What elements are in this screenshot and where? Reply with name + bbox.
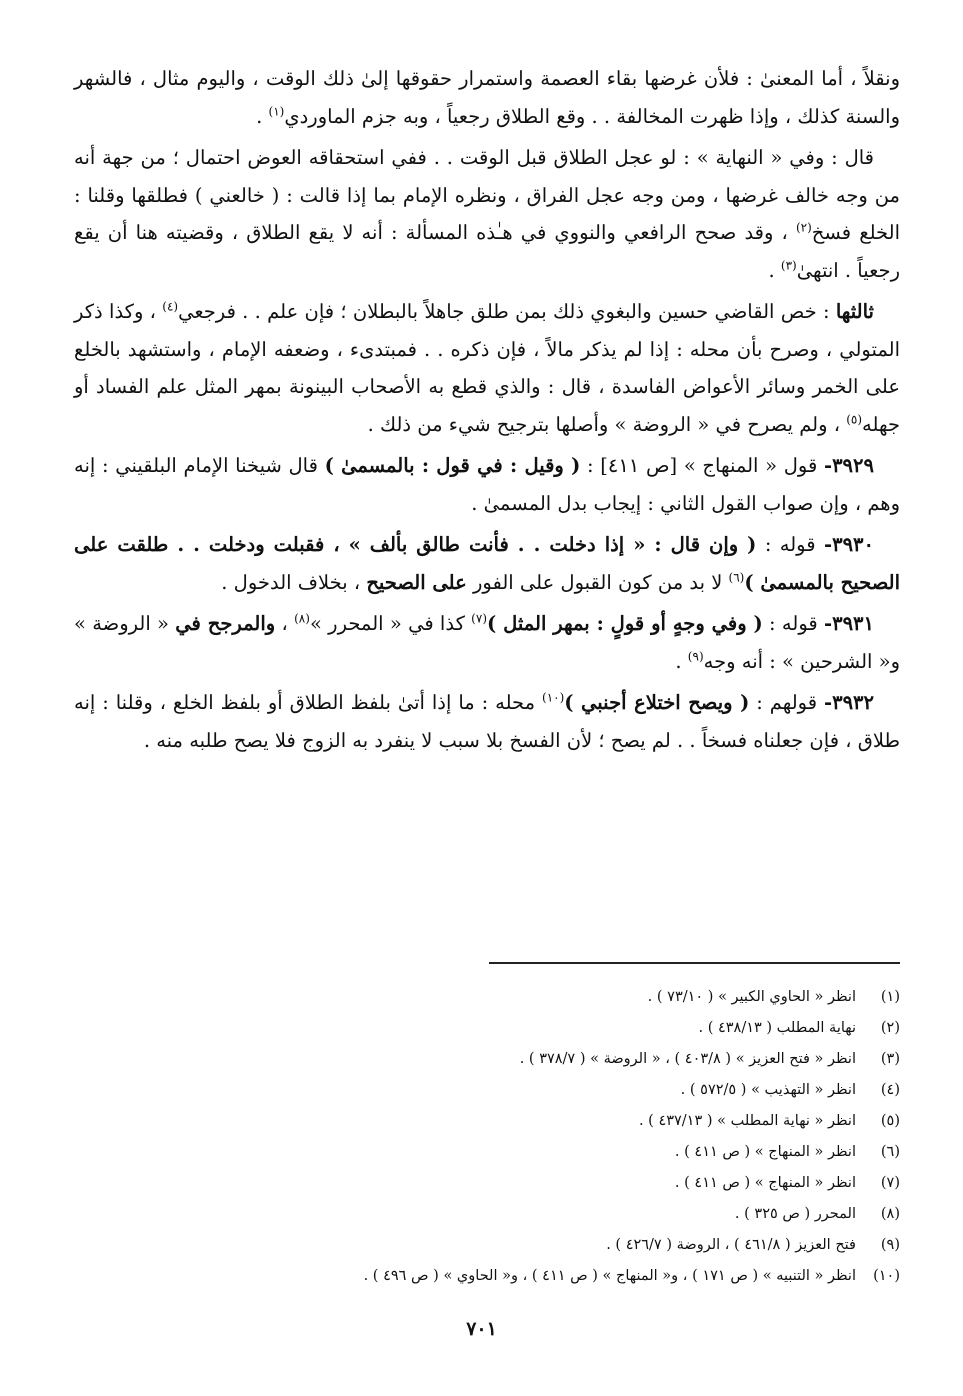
footnote-number: (٦) [880, 1144, 900, 1160]
text-run: . [675, 649, 688, 673]
text-run: ، وقد صحح الرافعي والنووي في هـٰذه المسألة : أنه لا يقع الطلاق ، وقضيته هنا أن يقع رجعياً . انتهىٰ [74, 221, 900, 282]
bold-text: والمرجح في [175, 612, 276, 635]
text-run: محله : ما إذا أتىٰ بلفظ الطلاق أو بلفظ الخلع ، وقلنا : إنه طلاق ، فإن جعلناه فسخاً . . لم يصح ؛ لأن الفسخ بلا سبب لا ينفرد به الزوج فلا يصح طلبه منه . [74, 691, 900, 752]
footnote-number: (٧) [880, 1175, 900, 1191]
text-run: ، بخلاف الدخول . [221, 570, 367, 594]
text-run: قول « المنهاج » [ص ٤١١] : [580, 454, 824, 477]
footnote [74, 1137, 900, 1168]
paragraph [74, 139, 900, 289]
bold-text: ( ويصح اختلاع أجنبي ) [564, 691, 750, 714]
paragraph [74, 293, 900, 443]
page-number: ٧٠١ [466, 1318, 497, 1340]
footnote-text: انظر « الحاوي الكبير » ( ٧٣/١٠ ) . [647, 989, 856, 1005]
footnote-text: المحرر ( ص ٣٢٥ ) . [734, 1206, 856, 1222]
footnote [74, 1199, 900, 1230]
footnote-ref: (١) [268, 104, 285, 118]
footnote-text: فتح العزيز ( ٤٦١/٨ ) ، الروضة ( ٤٢٦/٧ ) . [606, 1237, 856, 1253]
footnote-ref: (٦) [728, 570, 745, 584]
paragraph [74, 684, 900, 759]
paragraph [74, 526, 900, 601]
footnote-ref: (٩) [687, 649, 704, 663]
footnote-ref: (٥) [846, 412, 863, 426]
bold-text: ٣٩٣٠- [824, 533, 874, 556]
footnote-ref: (٤) [162, 299, 179, 314]
footnote-ref: (٨) [294, 611, 310, 626]
footnote [74, 982, 900, 1013]
footnote-ref: (١٠) [542, 690, 565, 705]
footnote-text: انظر « نهاية المطلب » ( ٤٣٧/١٣ ) . [638, 1113, 856, 1129]
text-run: قولهم : [749, 691, 824, 714]
footnotes [74, 982, 900, 1292]
bold-text: ( وإن قال : « إذا دخلت . . فأنت طالق بألف » ، فقبلت ودخلت . . طلقت على الصحيح بالمسمىٰ ) [74, 533, 900, 594]
footnote-number: (١) [880, 989, 900, 1005]
bold-text: ٣٩٢٩- [823, 454, 874, 477]
text-run: كذا في « المحرر » [309, 612, 472, 635]
bold-text: على الصحيح [366, 570, 467, 594]
footnote-ref: (٢) [795, 220, 812, 235]
footnote [74, 1230, 900, 1261]
footnote-number: (١٠) [873, 1268, 900, 1284]
footnote-text: انظر « المنهاج » ( ص ٤١١ ) . [674, 1175, 856, 1191]
bold-text: ( وقيل : في قول : بالمسمىٰ ) [324, 454, 581, 477]
footnote-text: انظر « التهذيب » ( ٥٧٢/٥ ) . [680, 1082, 856, 1098]
paragraph [74, 60, 900, 135]
footnote-ref: (٧) [471, 611, 487, 626]
footnote-number: (٥) [880, 1113, 900, 1129]
text-run: قوله : [762, 612, 825, 635]
footnote [74, 1168, 900, 1199]
footnote-divider [489, 962, 900, 964]
text-run: ، [275, 612, 295, 635]
bold-text: ٣٩٣٢- [824, 691, 874, 714]
bold-text: ٣٩٣١- [824, 612, 875, 635]
footnote-number: (٤) [880, 1082, 900, 1098]
footnote [74, 1106, 900, 1137]
text-run: ونقلاً ، أما المعنىٰ : فلأن غرضها بقاء العصمة واستمرار حقوقها إلىٰ ذلك الوقت ، واليوم مثال ، فالشهر والسنة كذلك ، وإذا ظهرت المخالفة . . وقع الطلاق رجعياً ، وبه جزم الماوردي [74, 67, 900, 128]
bold-text: ( وفي وجهٍ أو قولٍ : بمهر المثل ) [487, 612, 763, 635]
text-run: « الروضة » و« الشرحين » : أنه وجه [74, 612, 900, 673]
text-run: : خص القاضي حسين والبغوي ذلك بمن طلق جاهلاً بالبطلان ؛ فإن علم . . فرجعي [178, 300, 836, 323]
footnote-ref: (٣) [780, 258, 797, 272]
text-run: قال : وفي « النهاية » : لو عجل الطلاق قبل الوقت . . ففي استحقاقه العوض احتمال ؛ من جهة أنه من وجه خالف غرضها ، ومن وجه عجل الفراق ، ونظره الإمام بما إذا قالت : ( خالعني ) فطلقها وقلنا : الخلع فسخ [74, 146, 900, 244]
footnote [74, 1261, 900, 1292]
text-run: لا بد من كون القبول على الفور [466, 570, 729, 594]
text-run: قال شيخنا الإمام البلقيني : إنه وهم ، وإن صواب القول الثاني : إيجاب بدل المسمىٰ . [74, 454, 900, 515]
footnote-text: انظر « التنبيه » ( ص ١٧١ ) ، و« المنهاج » ( ص ٤١١ ) ، و« الحاوي » ( ص ٤٩٦ ) . [363, 1268, 856, 1284]
page-content [74, 60, 900, 763]
text-run: . [768, 258, 781, 282]
footnote-text: نهاية المطلب ( ٤٣٨/١٣ ) . [698, 1020, 856, 1036]
text-run: ، ولم يصرح في « الروضة » وأصلها بترجيح شيء من ذلك . [367, 412, 847, 436]
bold-text: ثالثها [835, 300, 874, 323]
paragraph [74, 447, 900, 522]
text-run: قوله : [756, 533, 824, 556]
text-run: . [256, 104, 269, 128]
footnote-text: انظر « المنهاج » ( ص ٤١١ ) . [674, 1144, 856, 1160]
footnote-number: (٩) [880, 1237, 900, 1253]
footnote-number: (٣) [880, 1051, 900, 1067]
paragraph [74, 605, 900, 680]
footnote-number: (٨) [880, 1206, 900, 1222]
footnote-number: (٢) [880, 1020, 900, 1036]
footnote [74, 1075, 900, 1106]
footnote [74, 1013, 900, 1044]
footnote-text: انظر « فتح العزيز » ( ٤٠٣/٨ ) ، « الروضة » ( ٣٧٨/٧ ) . [519, 1051, 856, 1067]
footnote [74, 1044, 900, 1075]
text-run: ، وكذا ذكر المتولي ، وصرح بأن محله : إذا لم يذكر مالاً ، فإن ذكره . . فمبتدىء ، وضعفه الإمام ، واستشهد بالخلع على الخمر وسائر الأعواض الفاسدة ، قال : والذي قطع به الأصحاب البينونة بمهر المثل علم الفساد أو جهله [74, 300, 900, 436]
body-text [74, 60, 900, 759]
